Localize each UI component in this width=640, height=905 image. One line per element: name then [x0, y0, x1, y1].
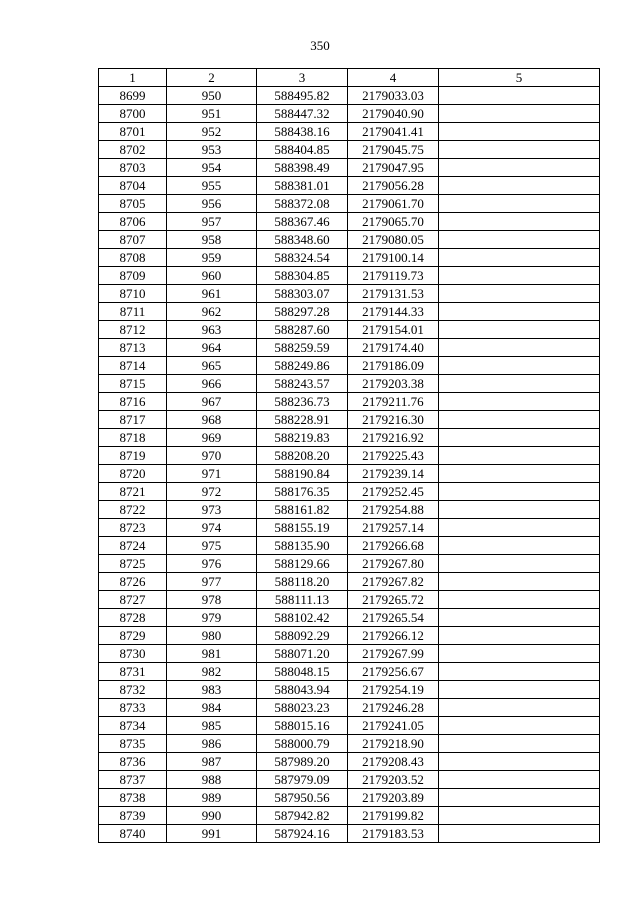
table-row — [99, 195, 600, 213]
table-cell: 8740 — [99, 825, 167, 843]
table-cell: 8736 — [99, 753, 167, 771]
table-cell: 2179065.70 — [348, 213, 439, 231]
table-cell — [439, 393, 600, 411]
table-cell: 8728 — [99, 609, 167, 627]
table-cell — [439, 537, 600, 555]
table-cell — [439, 285, 600, 303]
table-row — [99, 627, 600, 645]
table-cell — [439, 573, 600, 591]
table-row — [99, 717, 600, 735]
column-header: 2 — [167, 69, 257, 87]
table-cell: 975 — [167, 537, 257, 555]
table-cell: 8737 — [99, 771, 167, 789]
table-cell: 988 — [167, 771, 257, 789]
table-cell: 588000.79 — [257, 735, 348, 753]
table-row — [99, 357, 600, 375]
table-cell: 2179100.14 — [348, 249, 439, 267]
table-cell: 2179045.75 — [348, 141, 439, 159]
table-cell — [439, 807, 600, 825]
table-cell: 984 — [167, 699, 257, 717]
table-cell: 8716 — [99, 393, 167, 411]
table-cell: 8715 — [99, 375, 167, 393]
table-cell: 2179252.45 — [348, 483, 439, 501]
table-cell: 8704 — [99, 177, 167, 195]
table-row — [99, 465, 600, 483]
table-cell: 8732 — [99, 681, 167, 699]
table-cell: 588348.60 — [257, 231, 348, 249]
table-cell: 588015.16 — [257, 717, 348, 735]
table-row — [99, 159, 600, 177]
table-cell: 588438.16 — [257, 123, 348, 141]
table-cell: 8709 — [99, 267, 167, 285]
table-cell: 2179267.80 — [348, 555, 439, 573]
table-cell: 982 — [167, 663, 257, 681]
table-cell: 964 — [167, 339, 257, 357]
table-row — [99, 429, 600, 447]
table-cell: 2179256.67 — [348, 663, 439, 681]
table-cell: 959 — [167, 249, 257, 267]
table-row — [99, 735, 600, 753]
table-cell: 8703 — [99, 159, 167, 177]
table-cell: 8713 — [99, 339, 167, 357]
table-cell: 2179239.14 — [348, 465, 439, 483]
table-cell: 974 — [167, 519, 257, 537]
table-cell — [439, 735, 600, 753]
table-cell: 8731 — [99, 663, 167, 681]
table-cell: 8723 — [99, 519, 167, 537]
table-cell: 2179257.14 — [348, 519, 439, 537]
table-cell: 962 — [167, 303, 257, 321]
table-cell: 588111.13 — [257, 591, 348, 609]
table-cell — [439, 483, 600, 501]
page-number: 350 — [310, 38, 330, 53]
table-cell: 8733 — [99, 699, 167, 717]
table-cell: 8719 — [99, 447, 167, 465]
table-cell: 2179246.28 — [348, 699, 439, 717]
table-cell: 587989.20 — [257, 753, 348, 771]
table-cell — [439, 465, 600, 483]
table-cell: 588404.85 — [257, 141, 348, 159]
table-cell: 989 — [167, 789, 257, 807]
table-cell: 2179265.54 — [348, 609, 439, 627]
table-row — [99, 303, 600, 321]
table-cell: 8711 — [99, 303, 167, 321]
table-cell: 588303.07 — [257, 285, 348, 303]
table-cell — [439, 321, 600, 339]
table-cell: 979 — [167, 609, 257, 627]
table-cell — [439, 339, 600, 357]
table-row — [99, 411, 600, 429]
table-cell: 2179061.70 — [348, 195, 439, 213]
table-cell — [439, 789, 600, 807]
table-cell: 588043.94 — [257, 681, 348, 699]
table-cell: 950 — [167, 87, 257, 105]
table-cell: 2179211.76 — [348, 393, 439, 411]
table-cell: 588249.86 — [257, 357, 348, 375]
table-cell — [439, 357, 600, 375]
table-row — [99, 519, 600, 537]
table-row — [99, 123, 600, 141]
table-cell — [439, 699, 600, 717]
table-cell: 2179267.99 — [348, 645, 439, 663]
table-cell: 588398.49 — [257, 159, 348, 177]
table-cell: 8705 — [99, 195, 167, 213]
table-cell: 990 — [167, 807, 257, 825]
table-cell: 8724 — [99, 537, 167, 555]
table-cell: 588118.20 — [257, 573, 348, 591]
table-cell: 968 — [167, 411, 257, 429]
table-row — [99, 645, 600, 663]
table-cell — [439, 213, 600, 231]
table-cell: 2179218.90 — [348, 735, 439, 753]
table-cell: 966 — [167, 375, 257, 393]
table-cell: 2179183.53 — [348, 825, 439, 843]
table-cell: 588135.90 — [257, 537, 348, 555]
table-cell: 961 — [167, 285, 257, 303]
table-cell: 960 — [167, 267, 257, 285]
table-cell: 986 — [167, 735, 257, 753]
table-cell: 588023.23 — [257, 699, 348, 717]
table-cell: 2179040.90 — [348, 105, 439, 123]
table-row — [99, 663, 600, 681]
table-row — [99, 375, 600, 393]
table-cell: 588447.32 — [257, 105, 348, 123]
table-cell — [439, 375, 600, 393]
table-cell — [439, 141, 600, 159]
table-cell: 957 — [167, 213, 257, 231]
table-cell: 981 — [167, 645, 257, 663]
table-cell: 588259.59 — [257, 339, 348, 357]
table-row — [99, 285, 600, 303]
table-cell — [439, 411, 600, 429]
table-cell: 976 — [167, 555, 257, 573]
table-cell: 588071.20 — [257, 645, 348, 663]
table-cell: 8722 — [99, 501, 167, 519]
table-cell: 8710 — [99, 285, 167, 303]
table-cell: 2179265.72 — [348, 591, 439, 609]
table-cell: 588236.73 — [257, 393, 348, 411]
table-cell — [439, 519, 600, 537]
table-cell: 958 — [167, 231, 257, 249]
table-cell — [439, 825, 600, 843]
table-cell: 8718 — [99, 429, 167, 447]
table-cell: 991 — [167, 825, 257, 843]
table-row — [99, 141, 600, 159]
table-row — [99, 393, 600, 411]
table-cell: 8706 — [99, 213, 167, 231]
table-cell: 588092.29 — [257, 627, 348, 645]
table-cell: 588324.54 — [257, 249, 348, 267]
table-row — [99, 573, 600, 591]
table-cell — [439, 195, 600, 213]
table-cell: 8702 — [99, 141, 167, 159]
table-cell: 587950.56 — [257, 789, 348, 807]
table-cell — [439, 105, 600, 123]
table-row — [99, 231, 600, 249]
table-cell — [439, 159, 600, 177]
table-cell — [439, 645, 600, 663]
table-header — [99, 69, 600, 87]
table-cell — [439, 249, 600, 267]
table-cell: 969 — [167, 429, 257, 447]
table-cell: 973 — [167, 501, 257, 519]
table-row — [99, 87, 600, 105]
table-cell: 8739 — [99, 807, 167, 825]
table-cell: 588243.57 — [257, 375, 348, 393]
table-cell: 2179254.88 — [348, 501, 439, 519]
table-row — [99, 555, 600, 573]
table-cell: 587942.82 — [257, 807, 348, 825]
table-row — [99, 699, 600, 717]
table-cell: 8721 — [99, 483, 167, 501]
table-cell — [439, 501, 600, 519]
table-cell: 587979.09 — [257, 771, 348, 789]
table-cell — [439, 87, 600, 105]
table-row — [99, 789, 600, 807]
table-cell: 588048.15 — [257, 663, 348, 681]
table-cell — [439, 267, 600, 285]
table-cell: 965 — [167, 357, 257, 375]
table-cell: 953 — [167, 141, 257, 159]
table-cell: 2179080.05 — [348, 231, 439, 249]
table-cell: 972 — [167, 483, 257, 501]
table-cell — [439, 753, 600, 771]
table-cell: 588190.84 — [257, 465, 348, 483]
table-cell: 955 — [167, 177, 257, 195]
table-cell — [439, 429, 600, 447]
table-cell: 952 — [167, 123, 257, 141]
table-cell: 588208.20 — [257, 447, 348, 465]
table-cell — [439, 591, 600, 609]
table-cell: 2179041.41 — [348, 123, 439, 141]
table-cell: 588219.83 — [257, 429, 348, 447]
table-row — [99, 267, 600, 285]
table-cell: 8735 — [99, 735, 167, 753]
table-cell: 8725 — [99, 555, 167, 573]
table-row — [99, 771, 600, 789]
table-row — [99, 213, 600, 231]
table-cell: 956 — [167, 195, 257, 213]
table-row — [99, 591, 600, 609]
table-cell: 2179266.68 — [348, 537, 439, 555]
table-cell: 8738 — [99, 789, 167, 807]
table-cell: 8707 — [99, 231, 167, 249]
table-cell: 2179225.43 — [348, 447, 439, 465]
table-row — [99, 609, 600, 627]
header-row — [99, 69, 600, 87]
table-cell: 963 — [167, 321, 257, 339]
table-cell: 2179203.38 — [348, 375, 439, 393]
coordinates-table — [98, 68, 600, 843]
table-cell — [439, 177, 600, 195]
table-row — [99, 501, 600, 519]
table-cell: 588102.42 — [257, 609, 348, 627]
table-cell — [439, 771, 600, 789]
table-cell: 2179056.28 — [348, 177, 439, 195]
table-cell: 951 — [167, 105, 257, 123]
table-cell: 987 — [167, 753, 257, 771]
table-cell: 2179216.30 — [348, 411, 439, 429]
table-row — [99, 807, 600, 825]
table-cell: 2179131.53 — [348, 285, 439, 303]
table-row — [99, 825, 600, 843]
table-cell: 588228.91 — [257, 411, 348, 429]
table-cell — [439, 627, 600, 645]
table-cell: 980 — [167, 627, 257, 645]
table-cell: 967 — [167, 393, 257, 411]
table-cell: 2179047.95 — [348, 159, 439, 177]
table-cell: 2179203.52 — [348, 771, 439, 789]
table-cell: 2179033.03 — [348, 87, 439, 105]
table-cell: 588495.82 — [257, 87, 348, 105]
table-cell: 8708 — [99, 249, 167, 267]
table-cell — [439, 303, 600, 321]
table-cell: 8734 — [99, 717, 167, 735]
table-cell: 2179119.73 — [348, 267, 439, 285]
table-cell: 2179144.33 — [348, 303, 439, 321]
table-cell: 588176.35 — [257, 483, 348, 501]
table-cell — [439, 609, 600, 627]
table-cell: 954 — [167, 159, 257, 177]
table-cell: 588372.08 — [257, 195, 348, 213]
table-body — [99, 87, 600, 843]
table-cell — [439, 231, 600, 249]
column-header: 1 — [99, 69, 167, 87]
table-cell: 8717 — [99, 411, 167, 429]
table-cell: 588161.82 — [257, 501, 348, 519]
table-cell: 8700 — [99, 105, 167, 123]
table-cell: 588129.66 — [257, 555, 348, 573]
table-row — [99, 537, 600, 555]
table-cell: 588155.19 — [257, 519, 348, 537]
table-cell — [439, 555, 600, 573]
table-cell: 588367.46 — [257, 213, 348, 231]
table-cell: 2179174.40 — [348, 339, 439, 357]
table-row — [99, 483, 600, 501]
table-cell: 588304.85 — [257, 267, 348, 285]
table-cell: 985 — [167, 717, 257, 735]
table-cell: 2179199.82 — [348, 807, 439, 825]
table-cell: 2179154.01 — [348, 321, 439, 339]
table-cell: 8727 — [99, 591, 167, 609]
table-cell: 587924.16 — [257, 825, 348, 843]
table-cell: 970 — [167, 447, 257, 465]
table-cell: 978 — [167, 591, 257, 609]
table-cell: 977 — [167, 573, 257, 591]
table-cell: 8701 — [99, 123, 167, 141]
table-row — [99, 177, 600, 195]
column-header: 5 — [439, 69, 600, 87]
table-cell: 588297.28 — [257, 303, 348, 321]
table-cell: 8729 — [99, 627, 167, 645]
table-cell: 2179254.19 — [348, 681, 439, 699]
table-row — [99, 447, 600, 465]
table-cell: 2179267.82 — [348, 573, 439, 591]
table-cell — [439, 123, 600, 141]
table-cell: 2179186.09 — [348, 357, 439, 375]
column-header: 4 — [348, 69, 439, 87]
table-cell: 971 — [167, 465, 257, 483]
table-cell: 2179266.12 — [348, 627, 439, 645]
table-cell: 8712 — [99, 321, 167, 339]
table-cell: 8726 — [99, 573, 167, 591]
table-cell: 2179208.43 — [348, 753, 439, 771]
table-cell: 983 — [167, 681, 257, 699]
table-cell: 2179216.92 — [348, 429, 439, 447]
table-cell: 8714 — [99, 357, 167, 375]
table-cell — [439, 681, 600, 699]
table-cell: 588381.01 — [257, 177, 348, 195]
table-cell: 8699 — [99, 87, 167, 105]
table-cell: 8730 — [99, 645, 167, 663]
table-row — [99, 339, 600, 357]
table-cell — [439, 717, 600, 735]
table-row — [99, 105, 600, 123]
table-row — [99, 753, 600, 771]
table-row — [99, 681, 600, 699]
table-cell: 2179241.05 — [348, 717, 439, 735]
table-row — [99, 249, 600, 267]
table-cell — [439, 447, 600, 465]
table-cell: 588287.60 — [257, 321, 348, 339]
column-header: 3 — [257, 69, 348, 87]
table-row — [99, 321, 600, 339]
table-cell: 2179203.89 — [348, 789, 439, 807]
table-cell — [439, 663, 600, 681]
table-cell: 8720 — [99, 465, 167, 483]
